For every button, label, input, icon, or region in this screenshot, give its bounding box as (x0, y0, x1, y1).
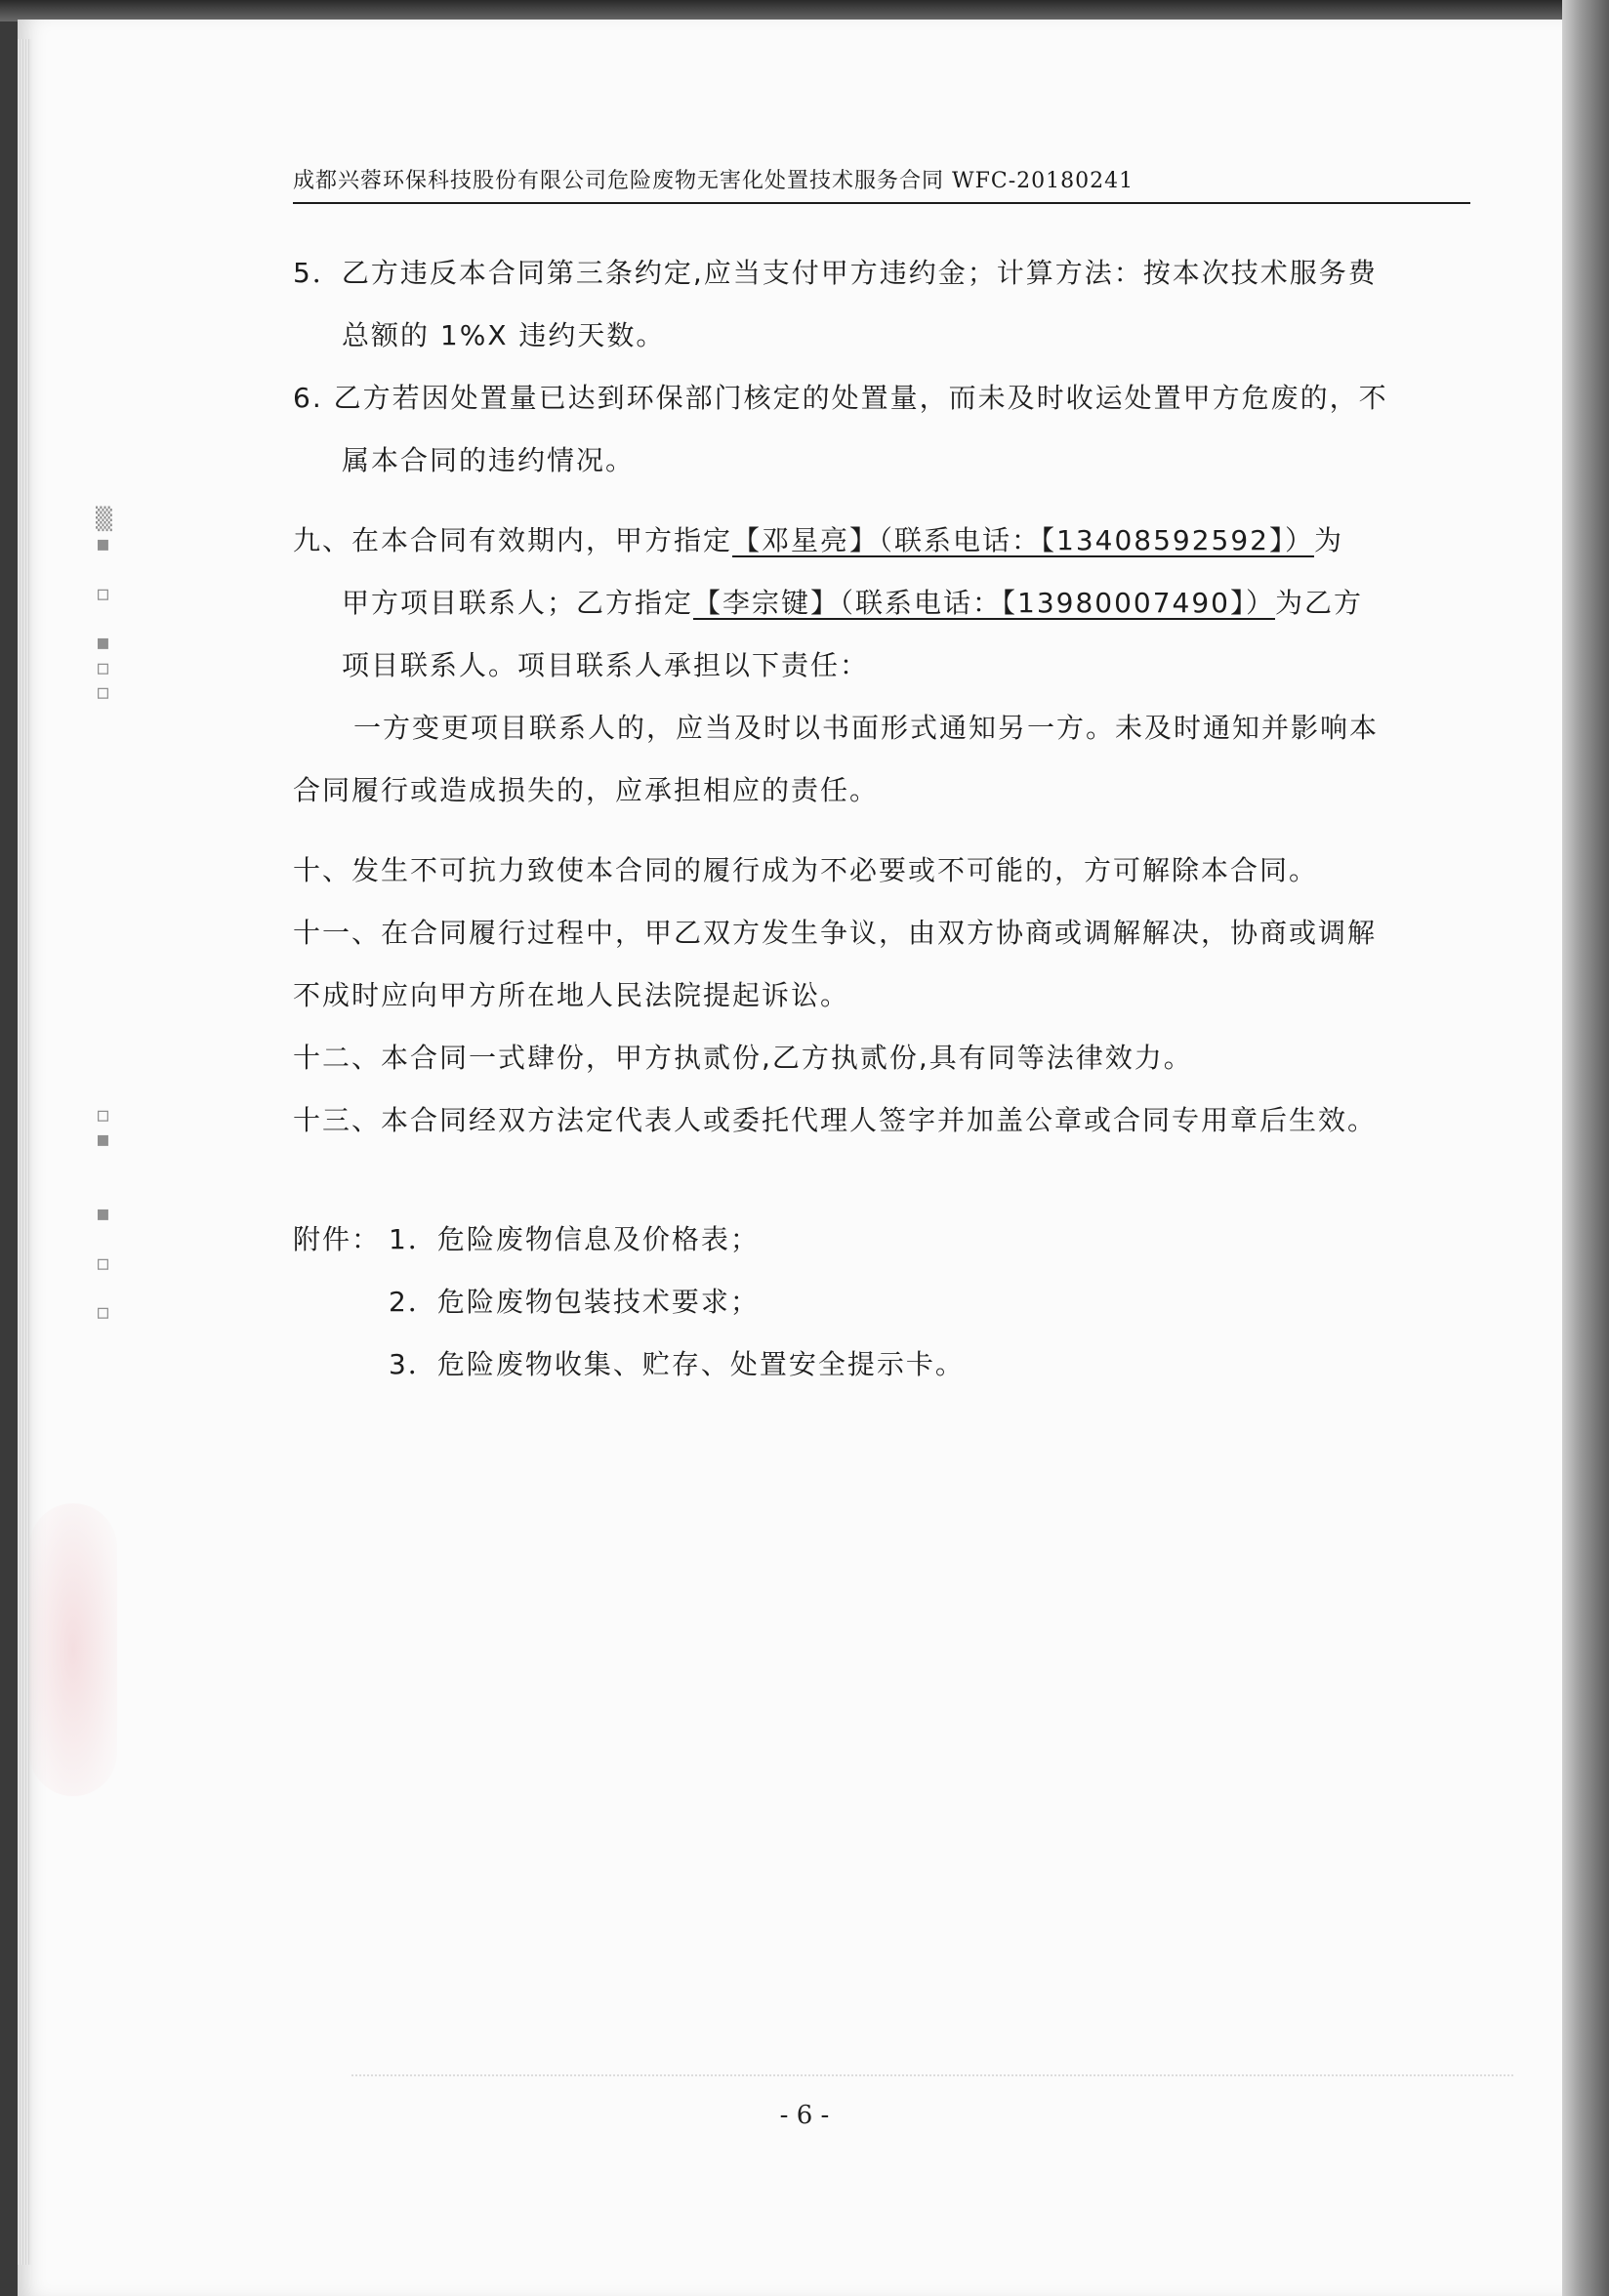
clause-10: 十、发生不可抗力致使本合同的履行成为不必要或不可能的，方可解除本合同。 (293, 854, 1319, 886)
bleed-through-mark: ▫ ▪ ▪ ▫ ▫ (96, 1103, 110, 1326)
clause-9-text: 九、在本合同有效期内，甲方指定 (293, 524, 733, 556)
clause-6-line-2: 属本合同的违约情况。 (342, 444, 636, 476)
attachments-label: 附件： (293, 1223, 382, 1255)
clause-9-text: 甲方项目联系人；乙方指定 (342, 587, 694, 619)
party-b-contact: 【李宗键】（联系电话：【13980007490】） (693, 587, 1275, 619)
clause-9-text-end: 为乙方 (1274, 587, 1363, 619)
party-a-contact: 【邓星亮】（联系电话：【13408592592】） (732, 524, 1314, 556)
scan-top-shadow (0, 0, 1609, 21)
attachment-item-1: 1．危险废物信息及价格表； (389, 1223, 760, 1255)
clause-9-line-3: 项目联系人。项目联系人承担以下责任： (342, 649, 870, 681)
document-page (18, 20, 1565, 2296)
scan-right-edge (1562, 0, 1609, 2296)
page-number: - 6 - (779, 2101, 830, 2130)
clause-9-text-end: 为 (1313, 524, 1343, 556)
clause-11-line-1: 十一、在合同履行过程中，甲乙双方发生争议，由双方协商或调解解决，协商或调解 (293, 917, 1378, 949)
clause-11-line-2: 不成时应向甲方所在地人民法院提起诉讼。 (293, 979, 850, 1011)
scan-dust-line (351, 2074, 1513, 2076)
clause-6-line-1: 6. 乙方若因处置量已达到环保部门核定的处置量，而未及时收运处置甲方危废的，不 (293, 382, 1388, 414)
clause-9-line-5: 合同履行或造成损失的，应承担相应的责任。 (293, 774, 880, 806)
clause-5-line-1: 5．乙方违反本合同第三条约定,应当支付甲方违约金；计算方法：按本次技术服务费 (293, 257, 1378, 289)
clause-9-line-4: 一方变更项目联系人的，应当及时以书面形式通知另一方。未及时通知并影响本 (353, 712, 1380, 744)
bleed-through-mark: ▒ ▪ ▫ ▪ ▫ ▫ (96, 508, 112, 706)
clause-12: 十二、本合同一式肆份，甲方执贰份,乙方执贰份,具有同等法律效力。 (293, 1042, 1193, 1074)
clause-13: 十三、本合同经双方法定代表人或委托代理人签字并加盖公章或合同专用章后生效。 (293, 1104, 1378, 1136)
seal-residue (29, 1503, 117, 1796)
clause-9-line-1 (293, 519, 1343, 558)
attachment-item-2: 2．危险废物包装技术要求； (389, 1286, 760, 1318)
attachment-item-3: 3．危险废物收集、贮存、处置安全提示卡。 (389, 1348, 965, 1380)
clause-9-line-2 (342, 582, 1363, 621)
page-stack-edge (18, 39, 31, 2265)
clause-5-line-2: 总额的 1%X 违约天数。 (342, 319, 666, 351)
document-header: 成都兴蓉环保科技股份有限公司危险废物无害化处置技术服务合同 WFC-20180241 (293, 164, 1470, 204)
